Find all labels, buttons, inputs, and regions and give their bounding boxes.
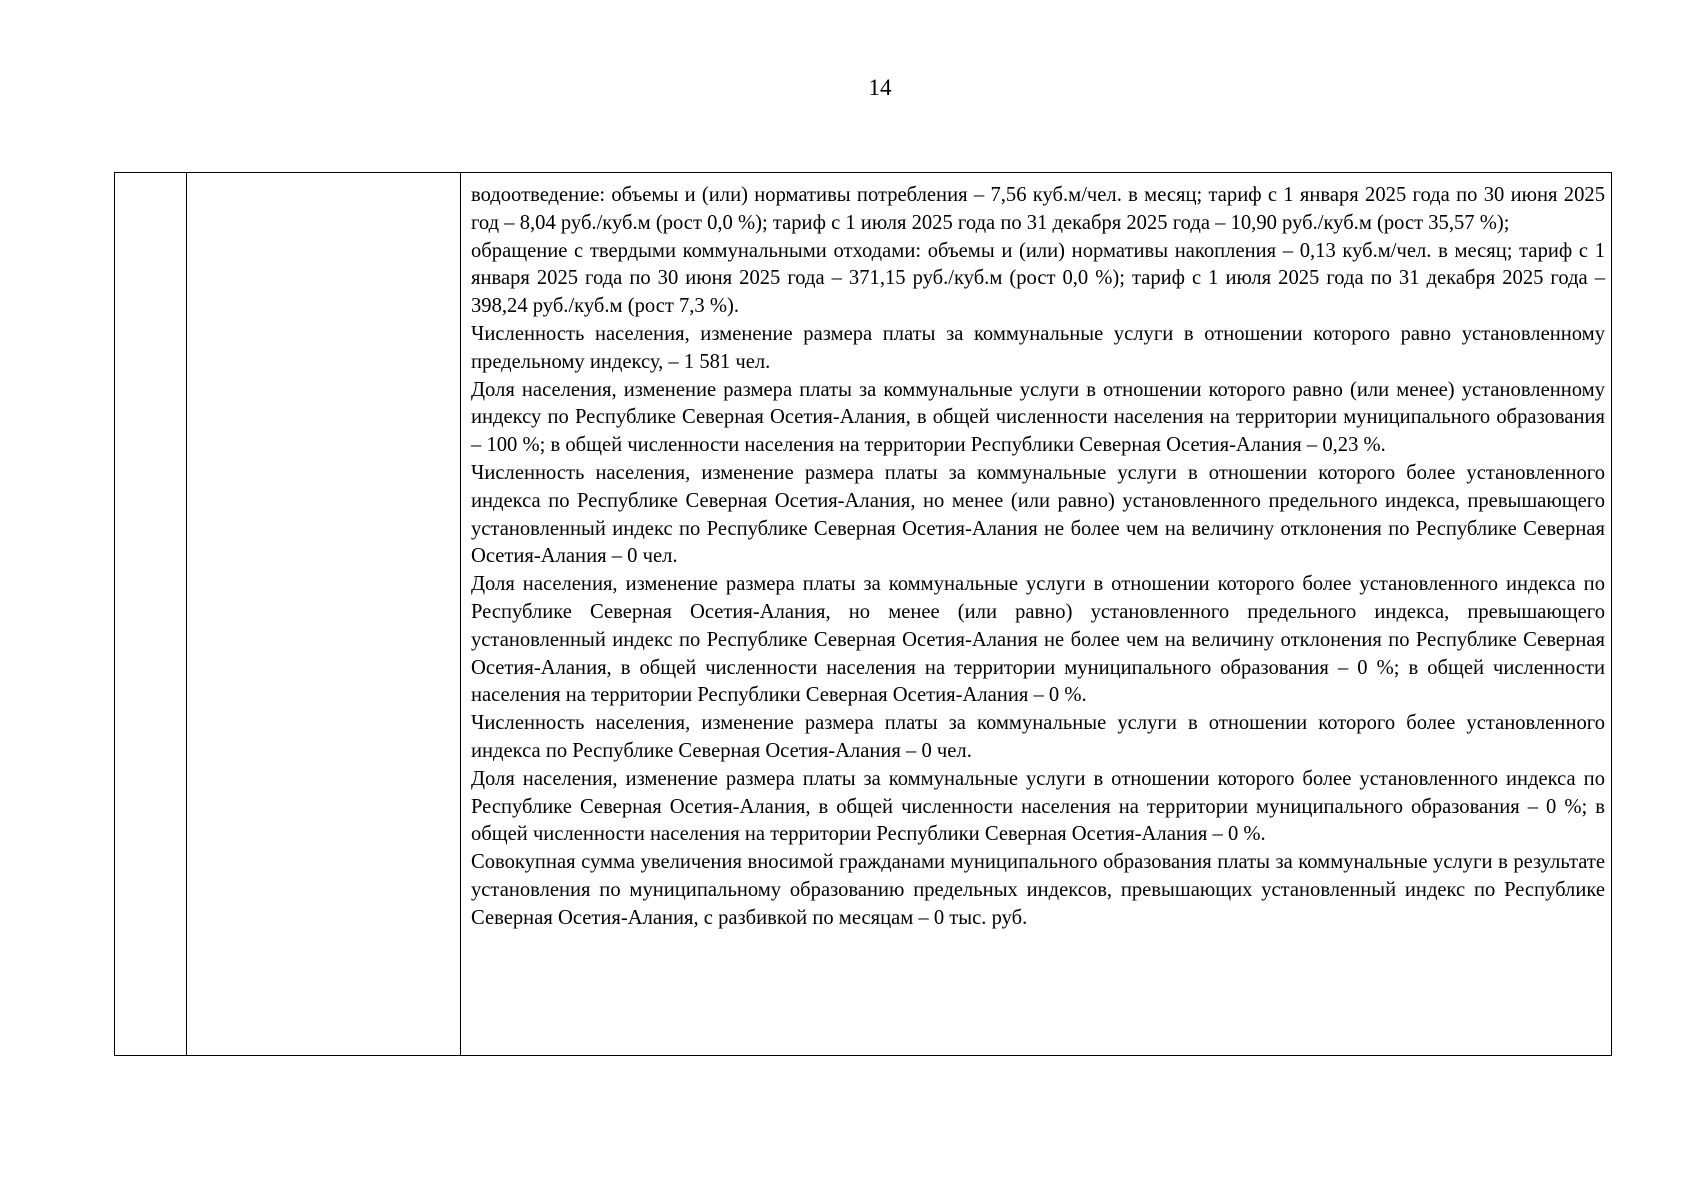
page-number: 14 — [868, 75, 892, 100]
paragraph-population-above-index-within-deviation: Численность населения, изменение размера платы за коммунальные услуги в отношении которого более установленного индекса по Республике Северная Осетия-Алания, но менее (или равно) установленного предельного индекса, превышающего установленный индекс по Республике Северная Осетия-Алания не более чем на величину отклонения по Республике Северная Осетия-Алания – 0 чел. — [471, 461, 1605, 568]
paragraph-solid-waste: обращение с твердыми коммунальными отходами: объемы и (или) нормативы накопления – 0,13 куб.м/чел. в месяц; тариф с 1 января 2025 года по 30 июня 2025 года – 371,15 руб./куб.м (рост 0,0 %); тариф с 1 июля 2025 года по 31 декабря 2025 года –398,24 руб./куб.м (рост 7,3 %). — [471, 239, 1605, 318]
paragraph-share-above-index-within-deviation: Доля населения, изменение размера платы за коммунальные услуги в отношении которого более установленного индекса по Республике Северная Осетия-Алания, но менее (или равно) установленного предельного индекса, превышающего установленный индекс по Республике Северная Осетия-Алания не более чем на величину отклонения по Республике Северная Осетия-Алания, в общей численности населения на территории муниципального образования – 0 %; в общей численности населения на территории Республики Северная Осетия-Алания – 0 %. — [471, 573, 1605, 707]
paragraph-share-above-index: Доля населения, изменение размера платы за коммунальные услуги в отношении которого более установленного индекса по Республике Северная Осетия-Алания, в общей численности населения на территории муниципального образования – 0 %; в общей численности населения на территории Республики Северная Осетия-Алания – 0 %. — [471, 767, 1605, 846]
table-cell-number — [115, 173, 187, 1056]
document-table — [114, 172, 1612, 1056]
paragraph-water-disposal: водоотведение: объемы и (или) нормативы потребления – 7,56 куб.м/чел. в месяц; тариф с 1 января 2025 года по 30 июня 2025 год – 8,04 руб./куб.м (рост 0,0 %); тариф с 1 июля 2025 года по 31 декабря 2025 года – 10,90 руб./куб.м (рост 35,57 %); — [471, 184, 1605, 234]
table-cell-content — [461, 173, 1612, 1056]
paragraph-share-within-index: Доля населения, изменение размера платы за коммунальные услуги в отношении которого равно (или менее) установленному индексу по Республике Северная Осетия-Алания, в общей численности населения на территории муниципального образования – 100 %; в общей численности населения на территории Республики Северная Осетия-Алания – 0,23 %. — [471, 378, 1605, 457]
paragraph-population-above-index: Численность населения, изменение размера платы за коммунальные услуги в отношении которого более установленного индекса по Республике Северная Осетия-Алания – 0 чел. — [471, 712, 1605, 762]
paragraph-population-limit-index: Численность населения, изменение размера платы за коммунальные услуги в отношении которого равно установленному предельному индексу, – 1 581 чел. — [471, 322, 1605, 373]
table-cell-name — [187, 173, 461, 1056]
table-row — [115, 173, 1612, 1056]
paragraph-total-increase: Совокупная сумма увеличения вносимой гражданами муниципального образования платы за коммунальные услуги в результате установления по муниципальному образованию предельных индексов, превышающих установленный индекс по Республике Северная Осетия-Алания, с разбивкой по месяцам – 0 тыс. руб. — [471, 851, 1605, 929]
